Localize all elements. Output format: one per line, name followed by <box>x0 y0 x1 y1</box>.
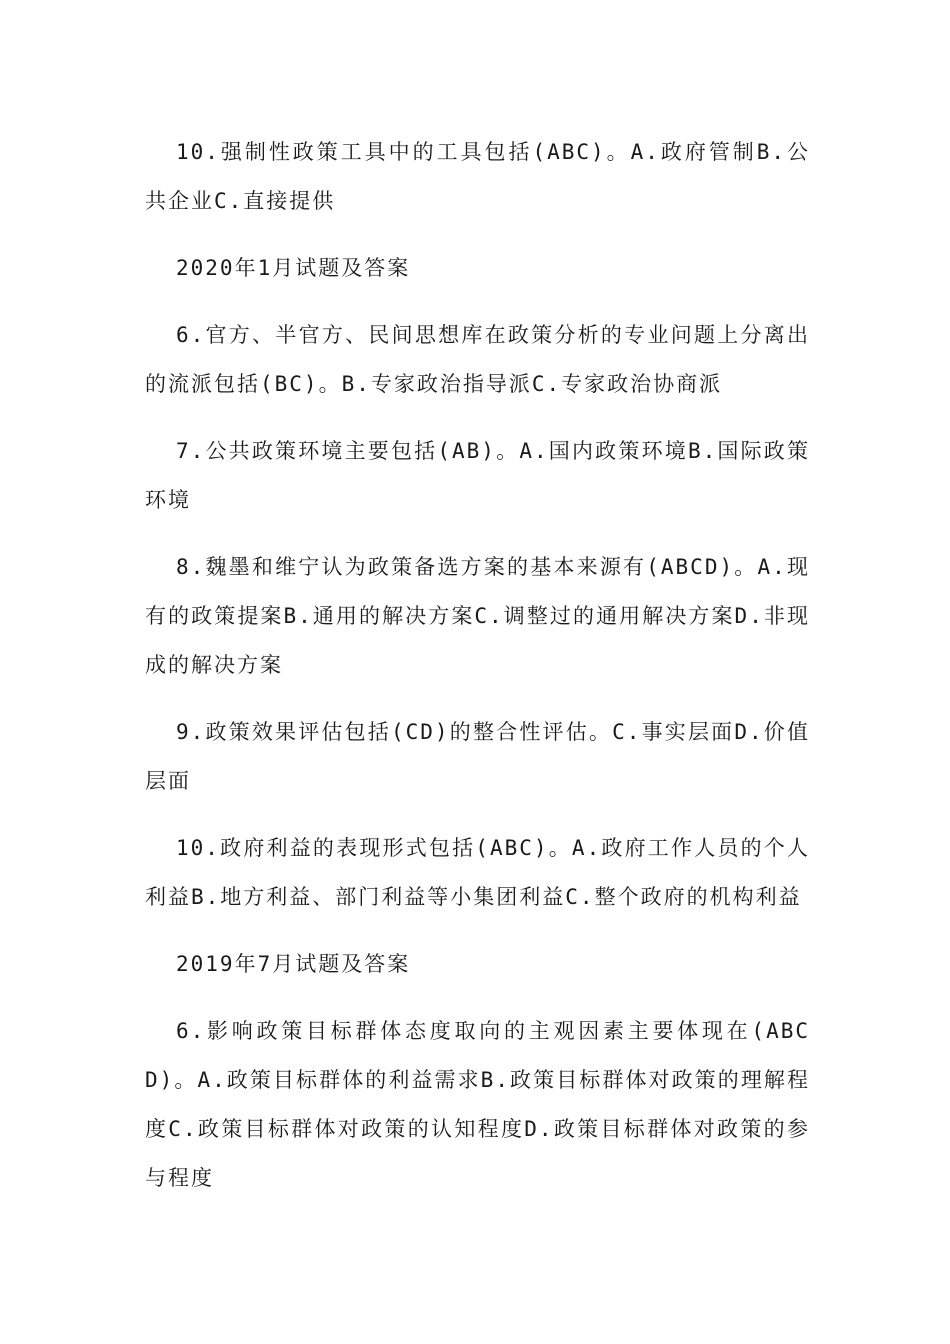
document-page <box>145 128 810 1221</box>
section-heading-2019-07: 2019年7月试题及答案 <box>176 952 411 976</box>
question-10-government-interests: 10.政府利益的表现形式包括(ABC)。A.政府工作人员的个人利益B.地方利益、部门利益等小集团利益C.整个政府的机构利益 <box>145 836 810 909</box>
section-heading-2020-01: 2020年1月试题及答案 <box>176 256 411 280</box>
question-10-coercive-tools: 10.强制性政策工具中的工具包括(ABC)。A.政府管制B.公共企业C.直接提供 <box>145 140 810 213</box>
question-9-effect-evaluation: 9.政策效果评估包括(CD)的整合性评估。C.事实层面D.价值层面 <box>145 720 810 793</box>
question-6-target-group-factors: 6.影响政策目标群体态度取向的主观因素主要体现在(ABCD)。A.政策目标群体的利益需求B.政策目标群体对政策的理解程度C.政策目标群体对政策的认知程度D.政策目标群体对政策的参与程度 <box>145 1019 810 1190</box>
question-7-policy-environment: 7.公共政策环境主要包括(AB)。A.国内政策环境B.国际政策环境 <box>145 439 810 512</box>
question-6-think-tanks: 6.官方、半官方、民间思想库在政策分析的专业问题上分离出的流派包括(BC)。B.专家政治指导派C.专家政治协商派 <box>145 323 810 396</box>
question-8-alternative-sources: 8.魏墨和维宁认为政策备选方案的基本来源有(ABCD)。A.现有的政策提案B.通用的解决方案C.调整过的通用解决方案D.非现成的解决方案 <box>145 555 810 677</box>
